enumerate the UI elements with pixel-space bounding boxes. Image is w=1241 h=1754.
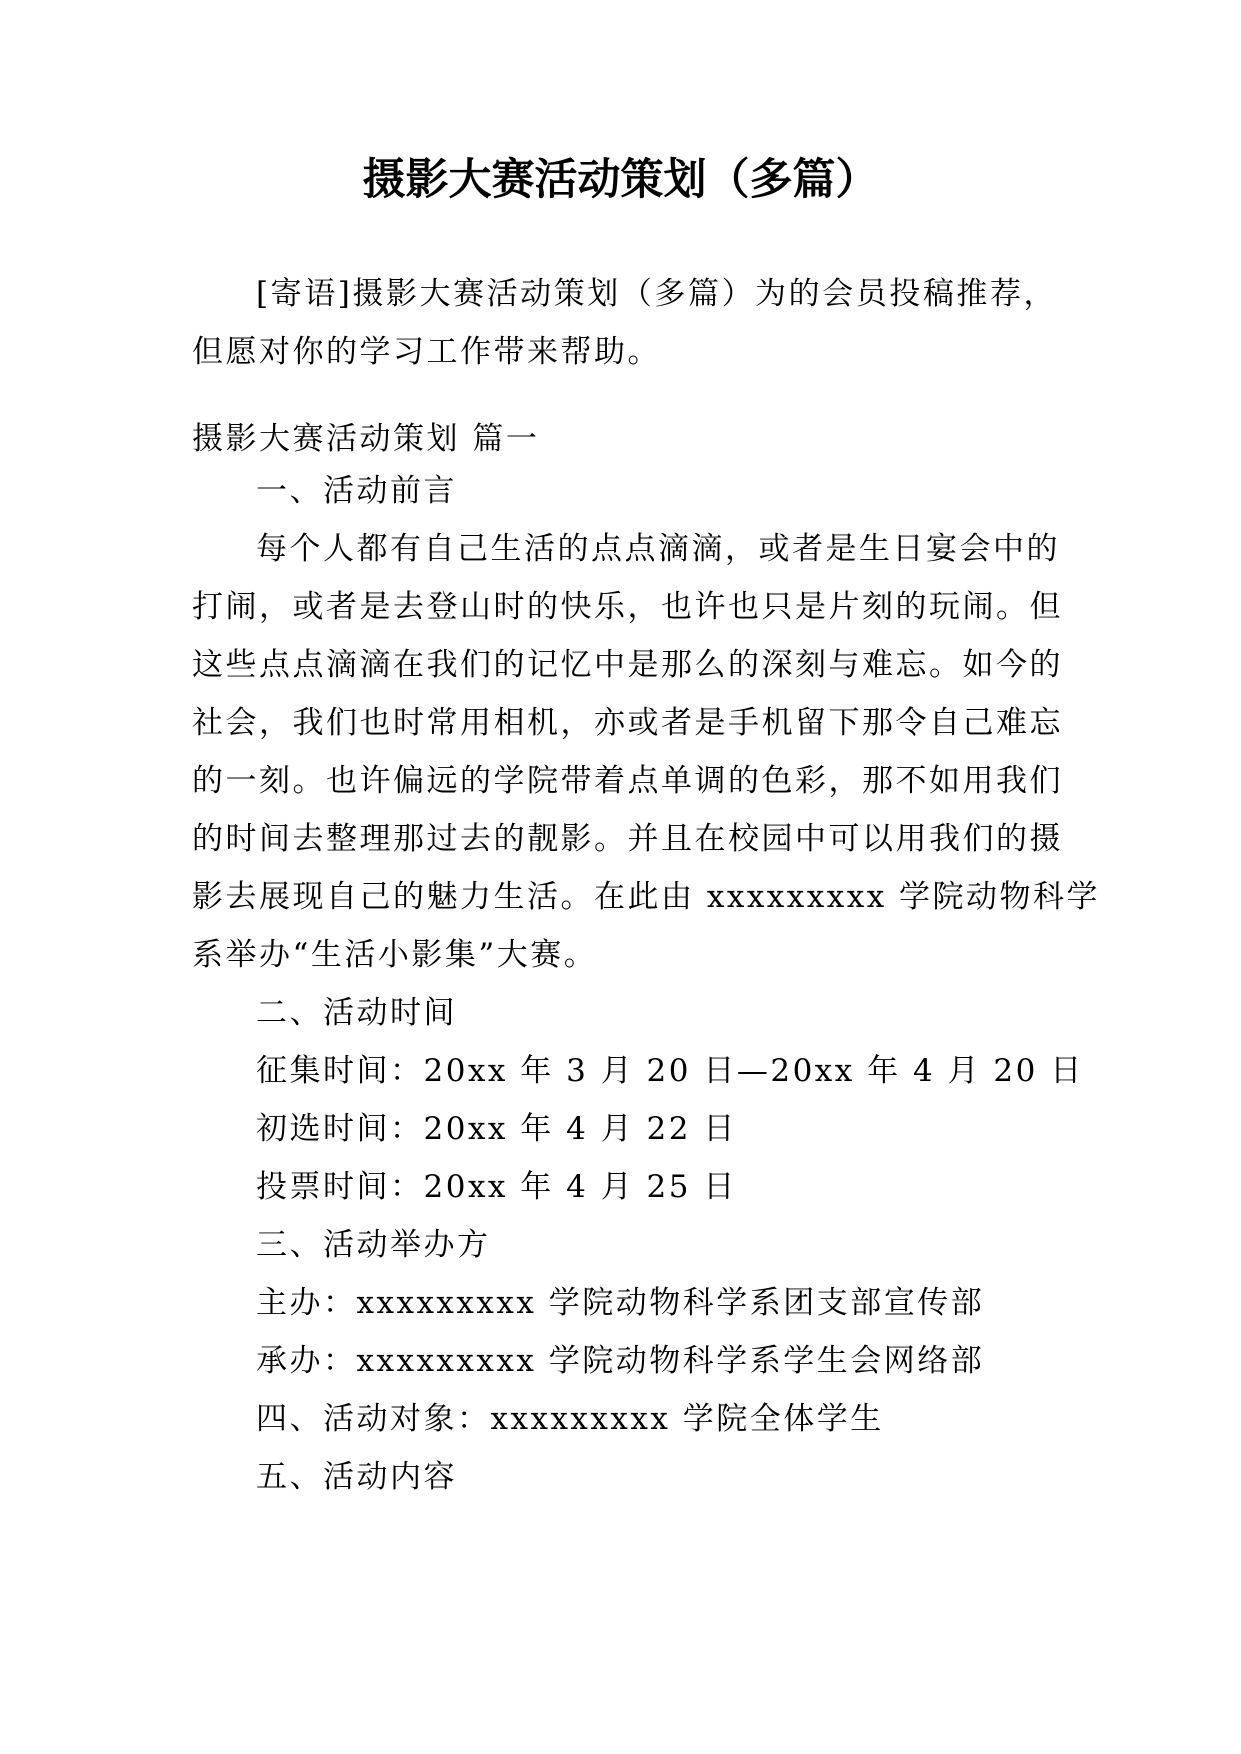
preface-line: 每个人都有自己生活的点点滴滴，或者是生日宴会中的	[256, 531, 1060, 567]
time-line: 投票时间：20xx 年 4 月 25 日	[256, 1169, 737, 1205]
body-content	[192, 462, 1101, 1506]
time-line: 初选时间：20xx 年 4 月 22 日	[256, 1111, 737, 1147]
intro-line-1: [寄语]摄影大赛活动策划（多篇）为的会员投稿推荐，	[256, 276, 1057, 312]
intro-paragraph	[192, 265, 1057, 381]
preface-heading: 一、活动前言	[256, 473, 457, 509]
section-heading	[192, 410, 1057, 468]
time-heading: 二、活动时间	[256, 995, 457, 1031]
preface-line: 的一刻。也许偏远的学院带着点单调的色彩，那不如用我们	[192, 763, 1063, 799]
preface-line: 的时间去整理那过去的靓影。并且在校园中可以用我们的摄	[192, 821, 1063, 857]
target-line: 四、活动对象：xxxxxxxxx 学院全体学生	[256, 1401, 884, 1437]
organizer-line: 承办：xxxxxxxxx 学院动物科学系学生会网络部	[256, 1343, 985, 1379]
preface-line: 系举办“生活小影集”大赛。	[192, 937, 598, 973]
preface-line: 社会，我们也时常用相机，亦或者是手机留下那令自己难忘	[192, 705, 1063, 741]
organizer-heading: 三、活动举办方	[256, 1227, 491, 1263]
intro-line-2: 但愿对你的学习工作带来帮助。	[192, 334, 661, 370]
section-heading-text: 摄影大赛活动策划 篇一	[192, 421, 540, 457]
content-heading: 五、活动内容	[256, 1459, 457, 1495]
time-line: 征集时间：20xx 年 3 月 20 日—20xx 年 4 月 20 日	[256, 1053, 1084, 1089]
preface-line: 这些点点滴滴在我们的记忆中是那么的深刻与难忘。如今的	[192, 647, 1063, 683]
organizer-line: 主办：xxxxxxxxx 学院动物科学系团支部宣传部	[256, 1285, 985, 1321]
document-title: 摄影大赛活动策划（多篇）	[362, 155, 879, 205]
preface-line: 影去展现自己的魅力生活。在此由 xxxxxxxxx 学院动物科学	[192, 879, 1101, 915]
preface-line: 打闹，或者是去登山时的快乐，也许也只是片刻的玩闹。但	[192, 589, 1063, 625]
